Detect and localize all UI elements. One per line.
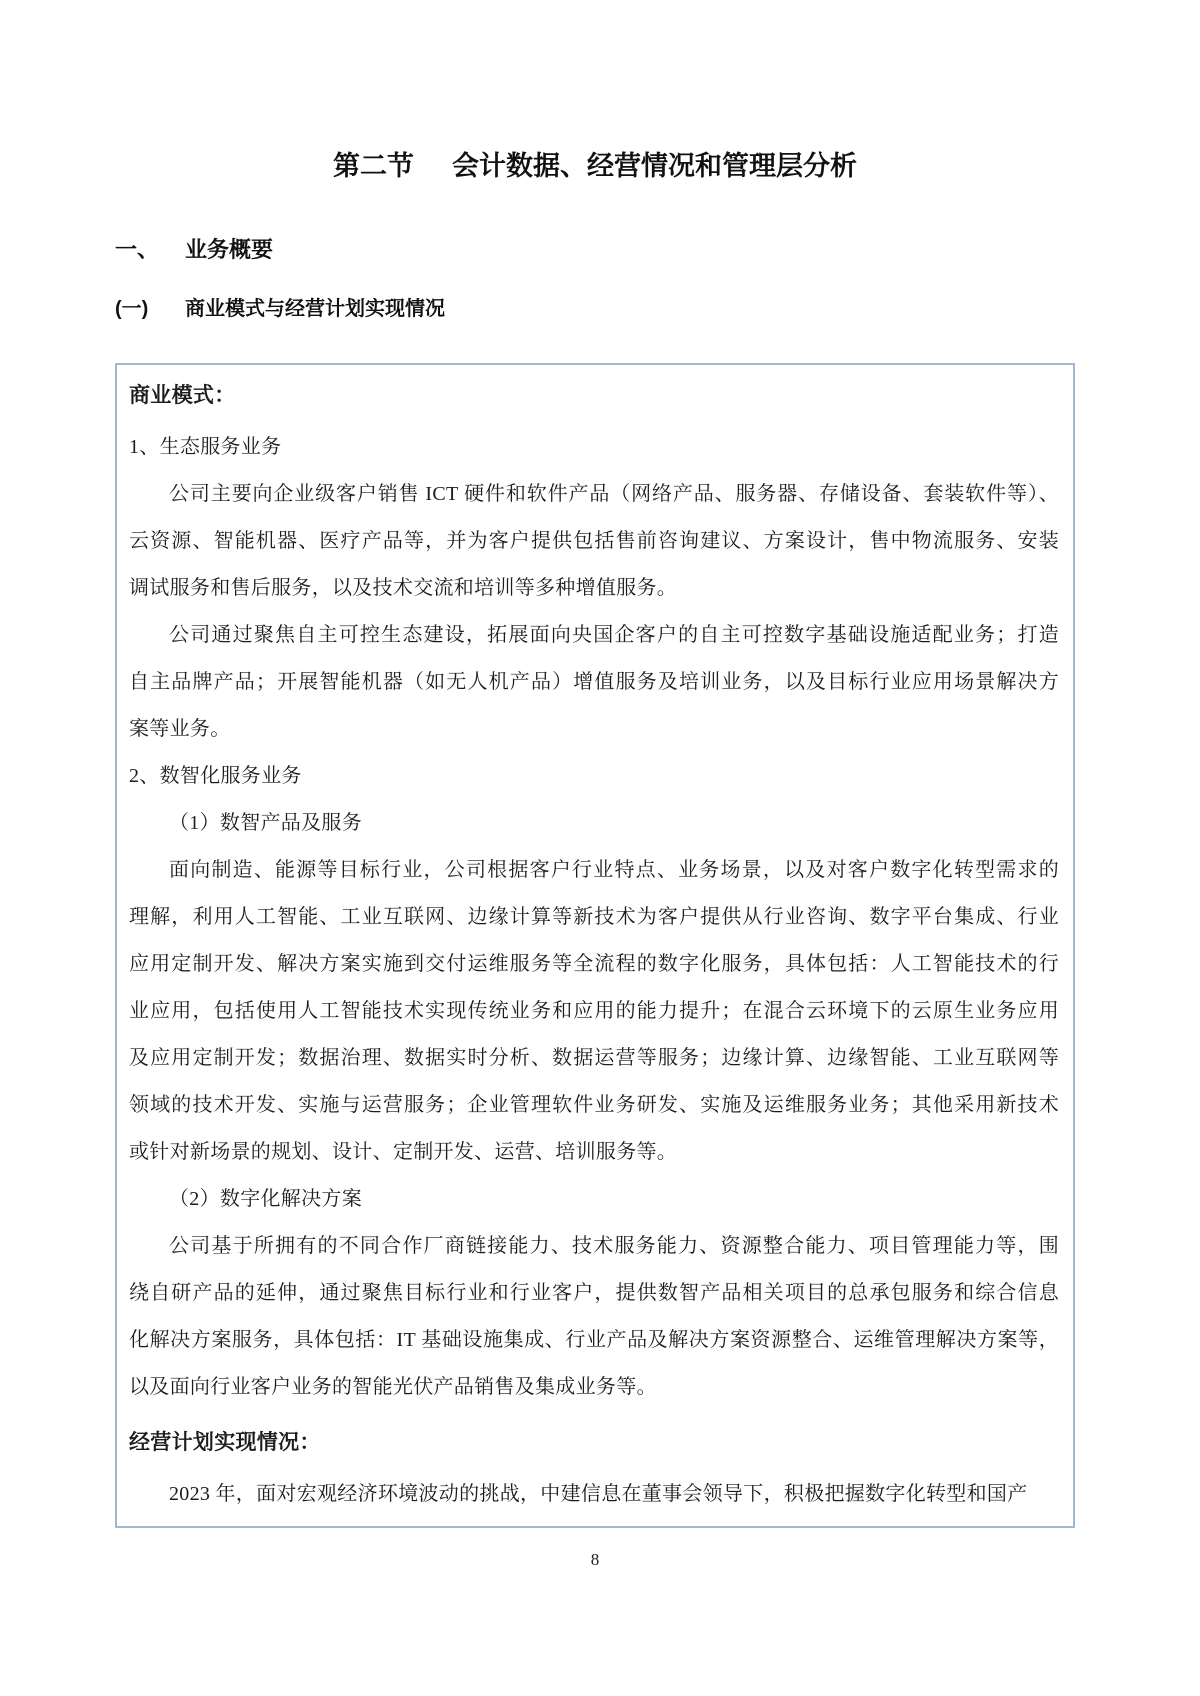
sub-item-1 xyxy=(129,800,1059,847)
text-line: 或针对新场景的规划、设计、定制开发、运营、培训服务等。 xyxy=(129,1141,678,1163)
list-item-1 xyxy=(129,424,1059,471)
business-model-heading xyxy=(129,374,1059,418)
text-line: 理解，利用人工智能、工业互联网、边缘计算等新技术为客户提供从行业咨询、数字平台集成、行业 xyxy=(129,906,1059,928)
text-line: 公司主要向企业级客户销售 ICT 硬件和软件产品（网络产品、服务器、存储设备、套装软件等）、 xyxy=(169,483,1059,505)
section-heading-1 xyxy=(115,236,1075,263)
section-heading-1-text: 业务概要 xyxy=(185,237,274,262)
text-line: 公司基于所拥有的不同合作厂商链接能力、技术服务能力、资源整合能力、项目管理能力等，围 xyxy=(169,1235,1059,1257)
eco-service-para-1 xyxy=(129,471,1059,612)
page-title-section-number: 第二节 xyxy=(333,151,414,181)
text-line: 领域的技术开发、实施与运营服务；企业管理软件业务研发、实施及运维服务业务；其他采用新技术 xyxy=(129,1094,1059,1116)
text-line: 经营计划实现情况： xyxy=(129,1431,321,1454)
text-line: 化解决方案服务，具体包括：IT 基础设施集成、行业产品及解决方案资源整合、运维管理解决方案等， xyxy=(129,1329,1059,1351)
text-line: 1、生态服务业务 xyxy=(129,436,282,458)
text-line: 自主品牌产品；开展智能机器（如无人机产品）增值服务及培训业务，以及目标行业应用场景解决方 xyxy=(129,671,1059,693)
text-line: 面向制造、能源等目标行业，公司根据客户行业特点、业务场景，以及对客户数字化转型需求的 xyxy=(169,859,1059,881)
section-heading-2 xyxy=(115,297,1075,322)
page-title-text: 会计数据、经营情况和管理层分析 xyxy=(452,151,857,181)
text-line: 以及面向行业客户业务的智能光伏产品销售及集成业务等。 xyxy=(129,1376,657,1398)
text-line: 调试服务和售后服务，以及技术交流和培训等多种增值服务。 xyxy=(129,577,678,599)
business-box-content xyxy=(129,374,1059,1518)
text-line: 业应用，包括使用人工智能技术实现传统业务和应用的能力提升；在混合云环境下的云原生业务应用 xyxy=(129,1000,1059,1022)
text-line: （1）数智产品及服务 xyxy=(169,812,362,834)
text-line: 绕自研产品的延伸，通过聚焦目标行业和行业客户，提供数智产品相关项目的总承包服务和综合信息 xyxy=(129,1282,1059,1304)
operating-plan-para xyxy=(129,1471,1059,1518)
text-line: 2023 年，面对宏观经济环境波动的挑战，中建信息在董事会领导下，积极把握数字化转型和国产 xyxy=(169,1483,1028,1505)
eco-service-para-2 xyxy=(129,612,1059,753)
page-number: 8 xyxy=(590,1550,600,1569)
text-line: 公司通过聚焦自主可控生态建设，拓展面向央国企客户的自主可控数字基础设施适配业务；打造 xyxy=(169,624,1059,646)
section-heading-2-text: 商业模式与经营计划实现情况 xyxy=(185,298,445,320)
digital-solution-para xyxy=(129,1223,1059,1411)
text-line: 商业模式： xyxy=(129,384,236,407)
page-title xyxy=(115,150,1075,182)
list-item-2 xyxy=(129,753,1059,800)
text-line: 案等业务。 xyxy=(129,718,231,740)
sub-item-2 xyxy=(129,1176,1059,1223)
page-number-footer xyxy=(115,1550,1075,1570)
text-line: 云资源、智能机器、医疗产品等，并为客户提供包括售前咨询建议、方案设计，售中物流服务、安装 xyxy=(129,530,1059,552)
digital-product-para xyxy=(129,847,1059,1176)
text-line: 及应用定制开发；数据治理、数据实时分析、数据运营等服务；边缘计算、边缘智能、工业互联网等 xyxy=(129,1047,1059,1069)
business-model-box xyxy=(115,363,1075,1528)
section-heading-2-number: (一) xyxy=(115,298,149,320)
text-line: 应用定制开发、解决方案实施到交付运维服务等全流程的数字化服务，具体包括：人工智能技术的行 xyxy=(129,953,1059,975)
section-heading-1-number: 一、 xyxy=(115,237,160,262)
operating-plan-heading xyxy=(129,1421,1059,1465)
text-line: 2、数智化服务业务 xyxy=(129,765,302,787)
text-line: （2）数字化解决方案 xyxy=(169,1188,362,1210)
